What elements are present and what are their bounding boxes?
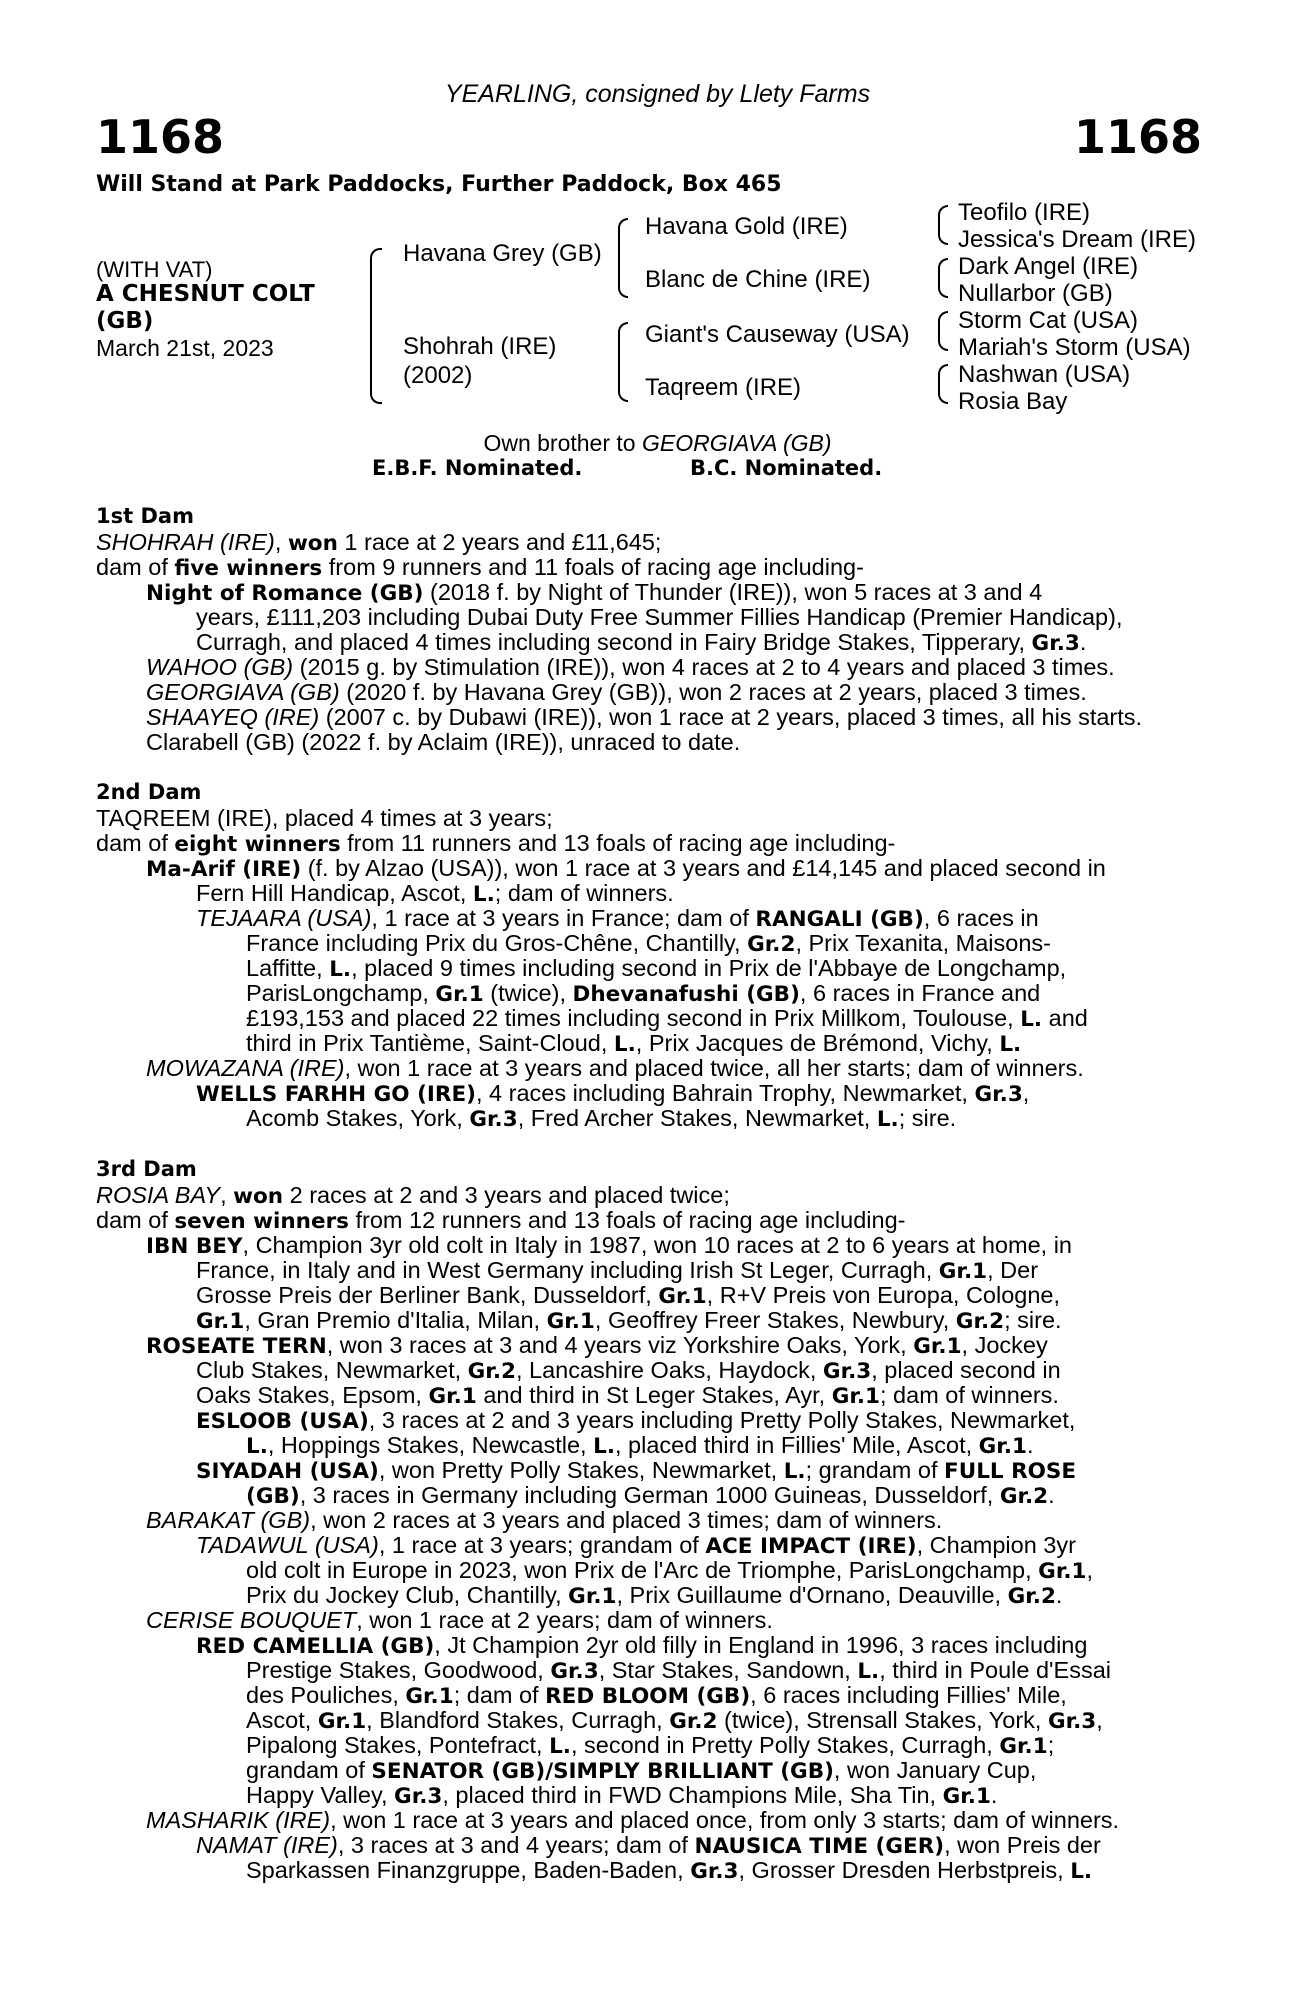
second-dam-line-3: Ma-Arif (IRE) (f. by Alzao (USA)), won 1 race at 3 years and £14,145 and placed second in xyxy=(146,855,1106,882)
second-dam-line-12: WELLS FARHH GO (IRE), 4 races including Bahrain Trophy, Newmarket, Gr.3, xyxy=(196,1080,1030,1107)
first-dam-line-6: WAHOO (GB) (2015 g. by Stimulation (IRE)), won 4 races at 2 to 4 years and placed 3 times. xyxy=(146,654,1115,680)
grandsire-5: Storm Cat (USA) xyxy=(958,307,1139,334)
second-dam-line-2: dam of eight winners from 11 runners and 13 foals of racing age including- xyxy=(96,830,896,857)
first-dam-line-9: Clarabell (GB) (2022 f. by Aclaim (IRE)), unraced to date. xyxy=(146,729,741,755)
pedigree-brace-1 xyxy=(370,248,382,404)
own-brother-name: GEORGIAVA (GB) xyxy=(641,430,832,456)
pedigree-brace-2b xyxy=(618,322,628,402)
third-dam-line-3: IBN BEY, Champion 3yr old colt in Italy in 1987, won 10 races at 2 to 6 years at home, in xyxy=(146,1232,1072,1259)
third-dam-line-4: France, in Italy and in West Germany including Irish St Leger, Curragh, Gr.1, Der xyxy=(196,1257,1039,1284)
grandsire-1: Teofilo (IRE) xyxy=(958,199,1091,226)
second-dam-line-10: third in Prix Tantième, Saint-Cloud, L., Prix Jacques de Brémond, Vichy, L. xyxy=(246,1030,1022,1057)
third-dam-line-21: des Pouliches, Gr.1; dam of RED BLOOM (GB), 6 races including Fillies' Mile, xyxy=(246,1682,1067,1709)
pedigree-brace-3b xyxy=(938,258,948,298)
sire-sire: Havana Gold (IRE) xyxy=(645,213,848,240)
pedigree-brace-2a xyxy=(618,218,628,298)
lot-number-left: 1168 xyxy=(96,110,225,164)
third-dam-line-12: SIYADAH (USA), won Pretty Polly Stakes, Newmarket, L.; grandam of FULL ROSE xyxy=(196,1457,1077,1484)
pedigree-brace-3c xyxy=(938,311,948,351)
first-dam-line-4: years, £111,203 including Dubai Duty Free Summer Fillies Handicap (Premier Handicap), xyxy=(196,604,1123,630)
dam: Shohrah (IRE) xyxy=(403,333,557,360)
grandsire-3: Dark Angel (IRE) xyxy=(958,253,1139,280)
second-dam-line-4: Fern Hill Handicap, Ascot, L.; dam of winners. xyxy=(196,880,674,907)
second-dam-line-8: ParisLongchamp, Gr.1 (twice), Dhevanafushi (GB), 6 races in France and xyxy=(246,980,1041,1007)
first-dam-line-2: dam of five winners from 9 runners and 11 foals of racing age including- xyxy=(96,554,864,581)
dam-year: (2002) xyxy=(403,362,473,389)
first-dam-line-1: SHOHRAH (IRE), won 1 race at 2 years and £11,645; xyxy=(96,529,662,556)
second-dam-line-1: TAQREEM (IRE), placed 4 times at 3 years; xyxy=(96,805,553,831)
pedigree-brace-3d xyxy=(938,364,948,404)
third-dam-line-14: BARAKAT (GB), won 2 races at 3 years and placed 3 times; dam of winners. xyxy=(146,1507,943,1533)
first-dam-heading: 1st Dam xyxy=(96,504,194,528)
own-brother-prefix: Own brother to xyxy=(483,430,642,456)
second-dam-line-5: TEJAARA (USA), 1 race at 3 years in France; dam of RANGALI (GB), 6 races in xyxy=(196,905,1039,932)
first-dam-line-5: Curragh, and placed 4 times including second in Fairy Bridge Stakes, Tipperary, Gr.3. xyxy=(196,629,1087,656)
second-dam-heading: 2nd Dam xyxy=(96,780,202,804)
pedigree-brace-3a xyxy=(938,205,948,245)
sire-dam: Blanc de Chine (IRE) xyxy=(645,266,871,293)
third-dam-line-2: dam of seven winners from 12 runners and 13 foals of racing age including- xyxy=(96,1207,906,1234)
third-dam-line-1: ROSIA BAY, won 2 races at 2 and 3 years and placed twice; xyxy=(96,1182,730,1209)
lot-number-right: 1168 xyxy=(1073,110,1202,164)
third-dam-line-27: NAMAT (IRE), 3 races at 3 and 4 years; dam of NAUSICA TIME (GER), won Preis der xyxy=(196,1832,1101,1859)
vat-label: (WITH VAT) xyxy=(96,257,213,282)
third-dam-line-18: CERISE BOUQUET, won 1 race at 2 years; dam of winners. xyxy=(146,1607,773,1633)
dam-dam: Taqreem (IRE) xyxy=(645,374,802,401)
third-dam-line-6: Gr.1, Gran Premio d'Italia, Milan, Gr.1, Geoffrey Freer Stakes, Newbury, Gr.2; sire. xyxy=(196,1307,1062,1334)
second-dam-line-9: £193,153 and placed 22 times including second in Prix Millkom, Toulouse, L. and xyxy=(246,1005,1088,1032)
third-dam-heading: 3rd Dam xyxy=(96,1157,197,1181)
third-dam-line-16: old colt in Europe in 2023, won Prix de l'Arc de Triomphe, ParisLongchamp, Gr.1, xyxy=(246,1557,1094,1584)
third-dam-line-25: Happy Valley, Gr.3, placed third in FWD Champions Mile, Sha Tin, Gr.1. xyxy=(246,1782,998,1809)
horse-name: A CHESNUT COLT xyxy=(96,281,315,307)
third-dam-line-20: Prestige Stakes, Goodwood, Gr.3, Star Stakes, Sandown, L., third in Poule d'Essai xyxy=(246,1657,1111,1684)
third-dam-line-15: TADAWUL (USA), 1 race at 3 years; grandam of ACE IMPACT (IRE), Champion 3yr xyxy=(196,1532,1076,1559)
grandsire-7: Nashwan (USA) xyxy=(958,361,1131,388)
stand-location: Will Stand at Park Paddocks, Further Paddock, Box 465 xyxy=(96,172,782,197)
granddam-6: Mariah's Storm (USA) xyxy=(958,334,1191,361)
dam-sire: Giant's Causeway (USA) xyxy=(645,321,910,348)
granddam-2: Jessica's Dream (IRE) xyxy=(958,226,1196,253)
horse-origin: (GB) xyxy=(96,308,154,334)
consignment-subtitle: YEARLING, consigned by Llety Farms xyxy=(444,80,871,108)
third-dam-line-24: grandam of SENATOR (GB)/SIMPLY BRILLIANT (GB), won January Cup, xyxy=(246,1757,1037,1784)
third-dam-line-13: (GB), 3 races in Germany including German 1000 Guineas, Dusseldorf, Gr.2. xyxy=(246,1482,1055,1509)
third-dam-line-23: Pipalong Stakes, Pontefract, L., second in Pretty Polly Stakes, Curragh, Gr.1; xyxy=(246,1732,1055,1759)
own-brother-note xyxy=(0,430,1315,457)
granddam-8: Rosia Bay xyxy=(958,388,1068,415)
third-dam-line-7: ROSEATE TERN, won 3 races at 3 and 4 years viz Yorkshire Oaks, York, Gr.1, Jockey xyxy=(146,1332,1048,1359)
bc-nomination: B.C. Nominated. xyxy=(690,456,883,480)
third-dam-line-28: Sparkassen Finanzgruppe, Baden-Baden, Gr.3, Grosser Dresden Herbstpreis, L. xyxy=(246,1857,1093,1884)
third-dam-line-5: Grosse Preis der Berliner Bank, Dusseldorf, Gr.1, R+V Preis von Europa, Cologne, xyxy=(196,1282,1061,1309)
sire: Havana Grey (GB) xyxy=(403,240,602,267)
third-dam-line-26: MASHARIK (IRE), won 1 race at 3 years and placed once, from only 3 starts; dam of winners. xyxy=(146,1807,1120,1833)
granddam-4: Nullarbor (GB) xyxy=(958,280,1113,307)
first-dam-line-7: GEORGIAVA (GB) (2020 f. by Havana Grey (GB)), won 2 races at 2 years, placed 3 times. xyxy=(146,679,1087,705)
third-dam-line-19: RED CAMELLIA (GB), Jt Champion 2yr old filly in England in 1996, 3 races including xyxy=(196,1632,1088,1659)
third-dam-line-8: Club Stakes, Newmarket, Gr.2, Lancashire Oaks, Haydock, Gr.3, placed second in xyxy=(196,1357,1061,1384)
second-dam-line-13: Acomb Stakes, York, Gr.3, Fred Archer Stakes, Newmarket, L.; sire. xyxy=(246,1105,957,1132)
third-dam-line-17: Prix du Jockey Club, Chantilly, Gr.1, Prix Guillaume d'Ornano, Deauville, Gr.2. xyxy=(246,1582,1063,1609)
third-dam-line-11: L., Hoppings Stakes, Newcastle, L., placed third in Fillies' Mile, Ascot, Gr.1. xyxy=(246,1432,1034,1459)
first-dam-line-3: Night of Romance (GB) (2018 f. by Night of Thunder (IRE)), won 5 races at 3 and 4 xyxy=(146,579,1043,606)
foaling-date: March 21st, 2023 xyxy=(96,335,274,361)
third-dam-line-10: ESLOOB (USA), 3 races at 2 and 3 years including Pretty Polly Stakes, Newmarket, xyxy=(196,1407,1076,1434)
ebf-nomination: E.B.F. Nominated. xyxy=(372,456,583,480)
second-dam-line-6: France including Prix du Gros-Chêne, Chantilly, Gr.2, Prix Texanita, Maisons- xyxy=(246,930,1051,957)
third-dam-line-22: Ascot, Gr.1, Blandford Stakes, Curragh, Gr.2 (twice), Strensall Stakes, York, Gr.3, xyxy=(246,1707,1103,1734)
third-dam-line-9: Oaks Stakes, Epsom, Gr.1 and third in St Leger Stakes, Ayr, Gr.1; dam of winners. xyxy=(196,1382,1059,1409)
second-dam-line-7: Laffitte, L., placed 9 times including second in Prix de l'Abbaye de Longchamp, xyxy=(246,955,1067,982)
second-dam-line-11: MOWAZANA (IRE), won 1 race at 3 years and placed twice, all her starts; dam of winners. xyxy=(146,1055,1084,1081)
first-dam-line-8: SHAAYEQ (IRE) (2007 c. by Dubawi (IRE)), won 1 race at 2 years, placed 3 times, all his starts. xyxy=(146,704,1143,730)
